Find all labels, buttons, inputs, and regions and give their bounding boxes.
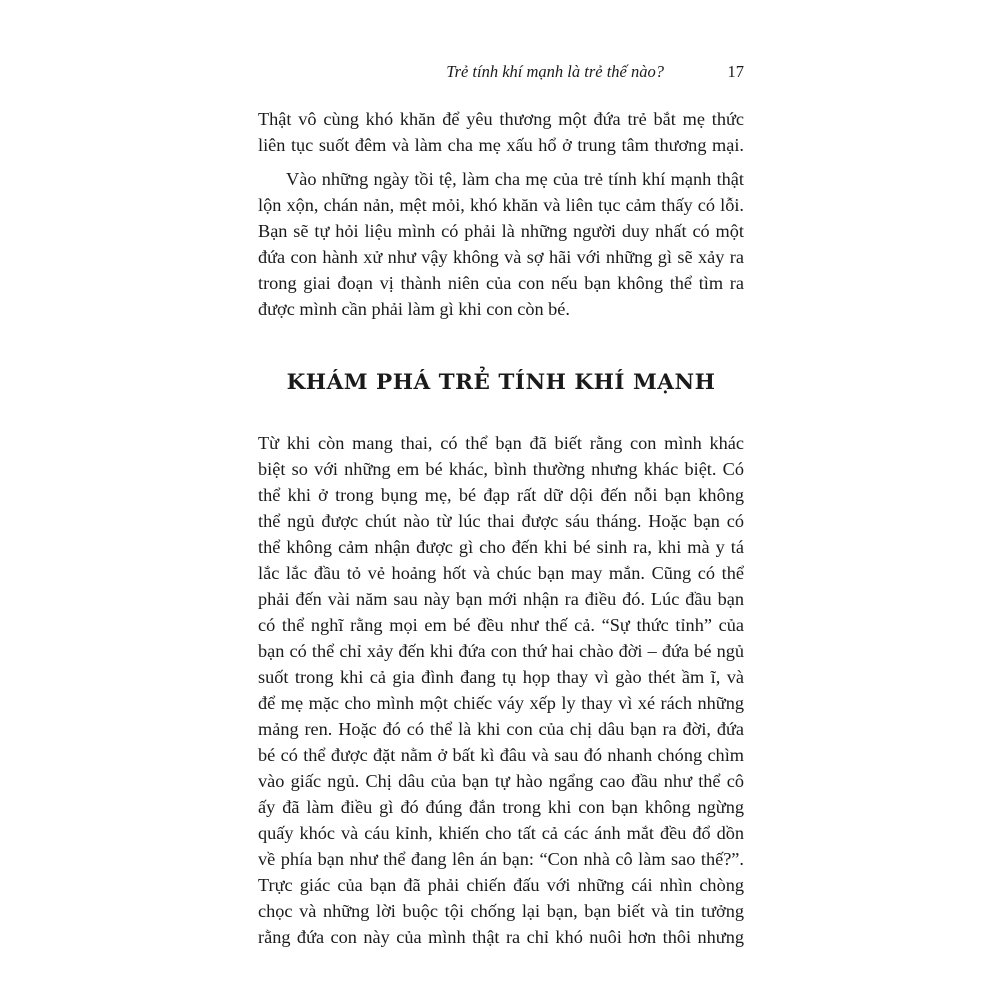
paragraph-line: Từ khi còn mang thai, có thể bạn đã biết rằng con mình khác: [258, 433, 744, 453]
paragraph-line: chọc và những lời buộc tội chống lại bạn, bạn biết và tin tưởng: [258, 901, 744, 921]
running-header: [258, 62, 744, 86]
paragraph-line: biệt so với những em bé khác, bình thường nhưng khác biệt. Có: [258, 459, 744, 479]
paragraph-line: liên tục suốt đêm và làm cha mẹ xấu hổ ở trung tâm thương mại.: [258, 135, 744, 155]
paragraph-line: vào giấc ngủ. Chị dâu của bạn tự hào ngẩng cao đầu như thể cô: [258, 771, 744, 791]
paragraph-line: thể ngủ được chút nào từ lúc thai được sáu tháng. Hoặc bạn có: [258, 511, 744, 531]
paragraph-line: Thật vô cùng khó khăn để yêu thương một đứa trẻ bắt mẹ thức: [258, 109, 744, 129]
paragraph-line: bé có thể được đặt nằm ở bất kì đâu và sau đó nhanh chóng chìm: [258, 745, 744, 765]
paragraph-line: thể khi ở trong bụng mẹ, bé đạp rất dữ dội đến nỗi bạn không: [258, 485, 744, 505]
paragraph-line: lắc lắc đầu tỏ vẻ hoảng hốt và chúc bạn may mắn. Cũng có thể: [258, 563, 744, 583]
paragraph-line: phải đến vài năm sau này bạn mới nhận ra điều đó. Lúc đầu bạn: [258, 589, 744, 609]
paragraph-line: thể không cảm nhận được gì cho đến khi bé sinh ra, khi mà y tá: [258, 537, 744, 557]
paragraph-line: có thể nghĩ rằng mọi em bé đều như thế cả. “Sự thức tỉnh” của: [258, 615, 744, 635]
paragraph-line: Vào những ngày tồi tệ, làm cha mẹ của trẻ tính khí mạnh thật: [286, 169, 744, 189]
paragraph-line: Bạn sẽ tự hỏi liệu mình có phải là những người duy nhất có một: [258, 221, 744, 241]
paragraph-line: đứa con hành xử như vậy không và sợ hãi với những gì sẽ xảy ra: [258, 247, 744, 267]
paragraph-line: về phía bạn như thể đang lên án bạn: “Con nhà cô làm sao thế?”.: [258, 849, 744, 869]
paragraph-line: suốt trong khi cả gia đình đang tụ họp thay vì gào thét ầm ĩ, và: [258, 667, 744, 687]
paragraph-line: trong giai đoạn vị thành niên của con nếu bạn không thể tìm ra: [258, 273, 744, 293]
paragraph-line: quấy khóc và cáu kỉnh, khiến cho tất cả các ánh mắt đều đổ dồn: [258, 823, 744, 843]
page-number: 17: [727, 62, 744, 81]
paragraph-line: rằng đứa con này của mình thật ra chỉ khó nuôi hơn thôi nhưng: [258, 927, 744, 947]
paragraph-line: để mẹ mặc cho mình một chiếc váy xếp ly thay vì xé rách những: [258, 693, 744, 713]
paragraph-line: Trực giác của bạn đã phải chiến đấu với những cái nhìn chòng: [258, 875, 744, 895]
running-title: Trẻ tính khí mạnh là trẻ thế nào?: [446, 62, 664, 81]
paragraph-line: lộn xộn, chán nản, mệt mỏi, khó khăn và liên tục cảm thấy có lỗi.: [258, 195, 744, 215]
paragraph-line: ấy đã làm điều gì đó đúng đắn trong khi con bạn không ngừng: [258, 797, 744, 817]
section-heading: KHÁM PHÁ TRẺ TÍNH KHÍ MẠNH: [286, 370, 716, 395]
paragraph-line: được mình cần phải làm gì khi con còn bé.: [258, 299, 570, 319]
paragraph-line: mảng ren. Hoặc đó có thể là khi con của chị dâu bạn ra đời, đứa: [258, 719, 744, 739]
book-page: [258, 50, 744, 950]
paragraph-line: bạn có thể chỉ xảy đến khi đứa con thứ hai chào đời – đứa bé ngủ: [258, 641, 744, 661]
